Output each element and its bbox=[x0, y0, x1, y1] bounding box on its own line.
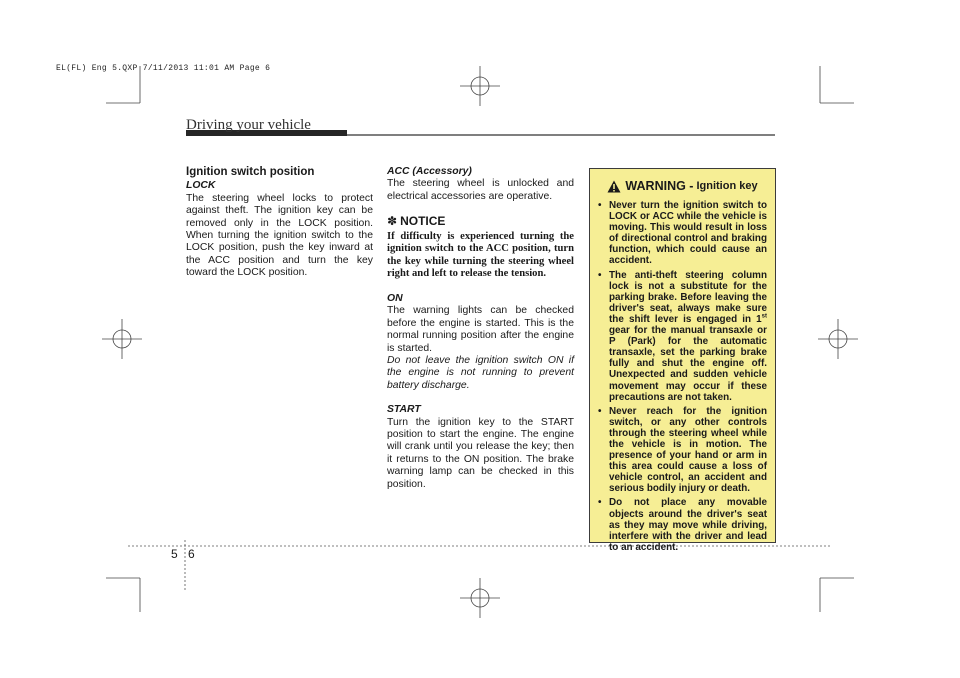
warning-item: • Do not place any movable objects around the driver's seat as they may move while driving, interfere with the driver and lead to an accident. bbox=[598, 497, 767, 553]
warning-subtitle: Ignition key bbox=[696, 180, 758, 192]
acc-title: ACC (Accessory) bbox=[387, 166, 472, 177]
print-slug: EL(FL) Eng 5.QXP 7/11/2013 11:01 AM Page 6 bbox=[56, 64, 271, 73]
column-left bbox=[186, 166, 373, 280]
warning-item: • Never reach for the ignition switch, or any other controls through the steering wheel while the vehicle is in motion. The presence of your hand or arm in this area could cause a loss of vehicle control, an accident and serious bodily injury or death. bbox=[598, 405, 767, 495]
lock-title: LOCK bbox=[186, 180, 216, 192]
on-title: ON bbox=[387, 293, 403, 304]
notice-star-icon: ✽ bbox=[387, 214, 398, 229]
chapter-number: 5 bbox=[171, 547, 178, 561]
page-number: 6 bbox=[188, 547, 195, 561]
warning-triangle-icon bbox=[607, 180, 621, 193]
acc-text: The steering wheel is unlocked and electrical accessories are operative. bbox=[387, 178, 574, 202]
bullet-icon: • bbox=[598, 200, 602, 211]
warning-list bbox=[598, 200, 767, 553]
bullet-icon: • bbox=[598, 405, 602, 417]
notice-heading bbox=[387, 215, 574, 227]
bullet-icon: • bbox=[598, 497, 602, 509]
ignition-heading: Ignition switch position bbox=[186, 166, 315, 178]
notice-title: NOTICE bbox=[400, 214, 446, 229]
on-caution: Do not leave the ignition switch ON if the engine is not running to prevent battery discharge. bbox=[387, 355, 574, 391]
bullet-icon: • bbox=[598, 269, 602, 281]
on-text: The warning lights can be checked before the engine is started. This is the normal running position after the engine is started. bbox=[387, 305, 574, 354]
warning-item: • The anti-theft steering column lock is not a substitute for the parking brake. Before leaving the driver's seat, always make sure the shift lever is engaged in 1st gear for the manual transaxle or P (Park) for the automatic transaxle, set the parking brake fully and shut the engine off. Unexpected and sudden vehicle movement may occur if these precautions are not taken. bbox=[598, 269, 767, 403]
lock-text: The steering wheel locks to protect against theft. The ignition key can be removed only in the LOCK position. When turning the ignition switch to the LOCK position, push the key inward at the ACC position and turn the key toward the LOCK position. bbox=[186, 192, 373, 279]
warning-heading bbox=[598, 179, 767, 193]
column-middle bbox=[387, 166, 574, 491]
warning-box bbox=[589, 168, 776, 553]
warning-item: • Never turn the ignition switch to LOCK or ACC while the vehicle is moving. This would result in loss of directional control and braking function, which could cause an accident. bbox=[598, 200, 767, 267]
notice-text: If difficulty is experienced turning the ignition switch to the ACC position, turn the key while turning the steering wheel right and left to release the tension. bbox=[387, 230, 574, 280]
section-title: Driving your vehicle bbox=[186, 117, 311, 133]
start-title: START bbox=[387, 404, 421, 416]
start-text: Turn the ignition key to the START position to start the engine. The engine will crank until you release the key; then it returns to the ON position. The brake warning lamp can be checked in this position. bbox=[387, 416, 574, 490]
warning-title: WARNING - bbox=[625, 179, 694, 193]
